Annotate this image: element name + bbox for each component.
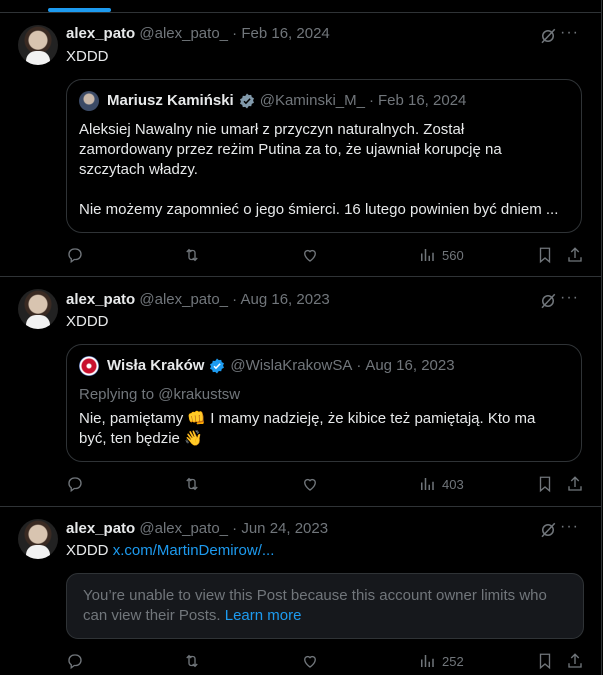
author-handle[interactable]: @alex_pato_ (139, 25, 228, 42)
tweet-text (66, 541, 274, 561)
tweet-text: XDDD (66, 48, 109, 65)
author-handle[interactable]: @alex_pato_ (139, 520, 228, 537)
separator: · (232, 291, 238, 308)
quote-date[interactable]: Aug 16, 2023 (365, 357, 455, 374)
analytics-icon (418, 246, 436, 264)
tweet[interactable] (0, 277, 601, 507)
separator: · (368, 92, 374, 109)
tweet-date[interactable]: Feb 16, 2024 (241, 25, 330, 42)
repost-button[interactable] (183, 475, 201, 493)
share-button[interactable] (566, 475, 584, 493)
learn-more-link[interactable]: Learn more (224, 607, 302, 624)
like-button[interactable] (301, 652, 319, 670)
author-handle[interactable]: @alex_pato_ (139, 291, 228, 308)
heart-icon (301, 652, 319, 670)
action-bar (66, 246, 584, 266)
reply-button[interactable] (66, 652, 84, 670)
reply-icon (66, 475, 84, 493)
tweet-text: XDDD (66, 313, 109, 330)
restricted-text: You’re unable to view this Post because this account owner limits who can view their Posts. (83, 587, 547, 624)
quote-header (79, 91, 466, 111)
repost-button[interactable] (183, 246, 201, 264)
views-count: 560 (442, 247, 464, 263)
more-options-button[interactable]: ··· (560, 24, 579, 41)
share-icon (566, 246, 584, 264)
tweet[interactable] (0, 507, 601, 675)
like-button[interactable] (301, 475, 319, 493)
action-bar (66, 475, 584, 495)
share-button[interactable] (566, 246, 584, 264)
tweet-link[interactable]: x.com/MartinDemirow/... (112, 542, 275, 559)
repost-icon (183, 652, 201, 670)
quoted-post[interactable] (66, 344, 582, 462)
share-icon (566, 475, 584, 493)
tweet-header (66, 519, 328, 539)
verified-gray-icon (238, 92, 256, 110)
repost-icon (183, 475, 201, 493)
author-name[interactable]: alex_pato (66, 291, 136, 308)
like-button[interactable] (301, 246, 319, 264)
heart-icon (301, 475, 319, 493)
quote-author-name[interactable]: Mariusz Kamiński (107, 92, 234, 109)
grok-icon[interactable] (539, 27, 557, 45)
quote-text (79, 120, 558, 220)
views-button[interactable] (418, 246, 464, 264)
quote-date[interactable]: Feb 16, 2024 (377, 92, 467, 109)
reply-icon (66, 652, 84, 670)
tweet-header (66, 290, 330, 310)
quote-text-line: szczytach władzy. (79, 161, 198, 178)
more-options-button[interactable]: ··· (560, 289, 579, 306)
author-name[interactable]: alex_pato (66, 25, 136, 42)
analytics-icon (418, 652, 436, 670)
views-button[interactable] (418, 475, 464, 493)
views-count: 403 (442, 476, 464, 492)
quote-avatar[interactable] (79, 356, 99, 376)
share-button[interactable] (566, 652, 584, 670)
tweet-header (66, 24, 330, 44)
bookmark-button[interactable] (536, 475, 554, 493)
repost-icon (183, 246, 201, 264)
reply-icon (66, 246, 84, 264)
quote-avatar[interactable] (79, 91, 99, 111)
bookmark-icon (536, 652, 554, 670)
action-bar (66, 652, 584, 672)
quote-text-line: zamordowany przez reżim Putina za to, że ujawniał korupcję na (79, 141, 502, 158)
separator: · (232, 520, 238, 537)
tweet-text-content: XDDD (66, 542, 109, 559)
reply-button[interactable] (66, 475, 84, 493)
separator: · (232, 25, 238, 42)
share-icon (566, 652, 584, 670)
views-button[interactable] (418, 652, 464, 670)
avatar[interactable] (18, 289, 58, 329)
more-options-button[interactable]: ··· (560, 518, 579, 535)
reply-button[interactable] (66, 246, 84, 264)
quoted-post[interactable] (66, 79, 582, 233)
heart-icon (301, 246, 319, 264)
quote-text (79, 385, 535, 449)
analytics-icon (418, 475, 436, 493)
quote-author-name[interactable]: Wisła Kraków (107, 357, 205, 374)
quote-text-line: Aleksiej Nawalny nie umarł z przyczyn naturalnych. Został (79, 121, 465, 138)
bookmark-button[interactable] (536, 652, 554, 670)
quote-author-handle[interactable]: @WislaKrakowSA (230, 357, 353, 374)
quote-text-line: być, ten będzie 👋 (79, 430, 203, 447)
tweet-date[interactable]: Aug 16, 2023 (240, 291, 330, 308)
tweet[interactable] (0, 13, 601, 277)
author-name[interactable]: alex_pato (66, 520, 136, 537)
grok-icon[interactable] (539, 521, 557, 539)
restricted-post-notice (66, 573, 584, 639)
quote-author-handle[interactable]: @Kaminski_M_ (259, 92, 365, 109)
views-count: 252 (442, 653, 464, 669)
verified-icon (208, 357, 226, 375)
replying-to[interactable]: Replying to @krakustsw (79, 386, 241, 403)
repost-button[interactable] (183, 652, 201, 670)
quote-text-line: Nie możemy zapomnieć o jego śmierci. 16 lutego powinien być dniem ... (79, 201, 559, 218)
quote-text-line: Nie, pamiętamy 👊 I mamy nadzieję, że kibice też pamiętają. Kto ma (79, 410, 536, 427)
grok-icon[interactable] (539, 292, 557, 310)
bookmark-icon (536, 246, 554, 264)
tweet-date[interactable]: Jun 24, 2023 (241, 520, 329, 537)
separator: · (356, 357, 362, 374)
bookmark-icon (536, 475, 554, 493)
quote-header (79, 356, 455, 376)
avatar[interactable] (18, 519, 58, 559)
avatar[interactable] (18, 25, 58, 65)
bookmark-button[interactable] (536, 246, 554, 264)
